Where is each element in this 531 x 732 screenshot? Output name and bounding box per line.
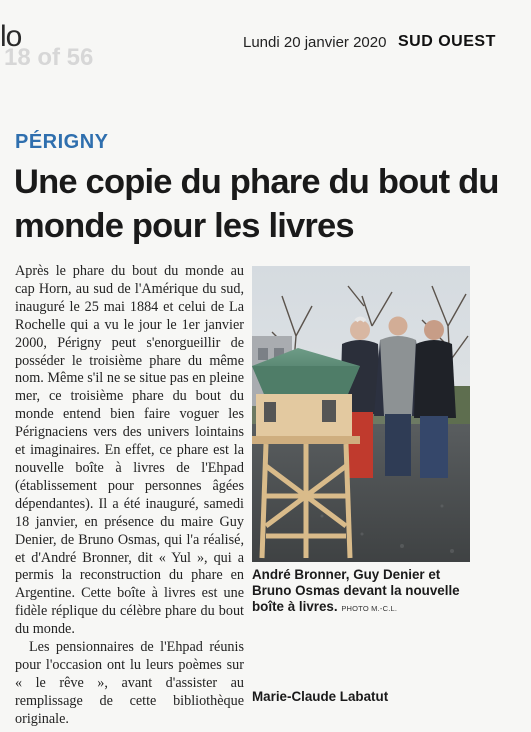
photo-caption [252,567,474,617]
article-body-left-column [15,263,244,729]
caption-text: André Bronner, Guy Denier et Bruno Osmas devant la nouvelle boîte à livres. [252,567,460,614]
article-paragraph-1: Après le phare du bout du monde au cap Horn, au sud de l'Amérique du sud, inauguré le 25 mai 1884 et celui de La Rochelle qui a vu le jour le 1er janvier 2000, Périgny peut s'enorgueillir de posséder le troisième phare du même nom. Même s'il ne se situe pas en pleine mer, ce troisième phare du bout du monde entend bien faire voguer les Pérignaciens vers des univers lointains et imaginaires. En effet, ce phare est la nouvelle boîte à livres de l'Ehpad (établissement pour personnes âgées dépendantes). Il a été inauguré, samedi 18 janvier, en présence du maire Guy Denier, de Bruno Osmas, qui l'a réalisé, et d'André Bronner, dit « Yul », qui a permis la reconstruction du phare en Argentine. Cette boîte à livres est une fidèle réplique du célèbre phare du bout du monde. [15,263,244,638]
article-headline: Une copie du phare du bout du monde pour les livres [14,163,499,245]
newspaper-brand: SUD OUEST [398,33,496,50]
article-author: Marie-Claude Labatut [252,689,389,704]
issue-date: Lundi 20 janvier 2020 [243,34,387,51]
photo-credit: PHOTO M.-C.L. [341,604,398,613]
viewer-title-fragment: lo [0,20,22,53]
page-counter: 18 of 56 [4,44,94,71]
article-photo [252,266,470,562]
article-paragraph-2: Les pensionnaires de l'Ehpad réunis pour l'occasion ont lu leurs poèmes sur « le rêve », avant d'assister au remplissage de cette bibliothèque originale. [15,639,244,727]
section-label: PÉRIGNY [15,131,109,153]
